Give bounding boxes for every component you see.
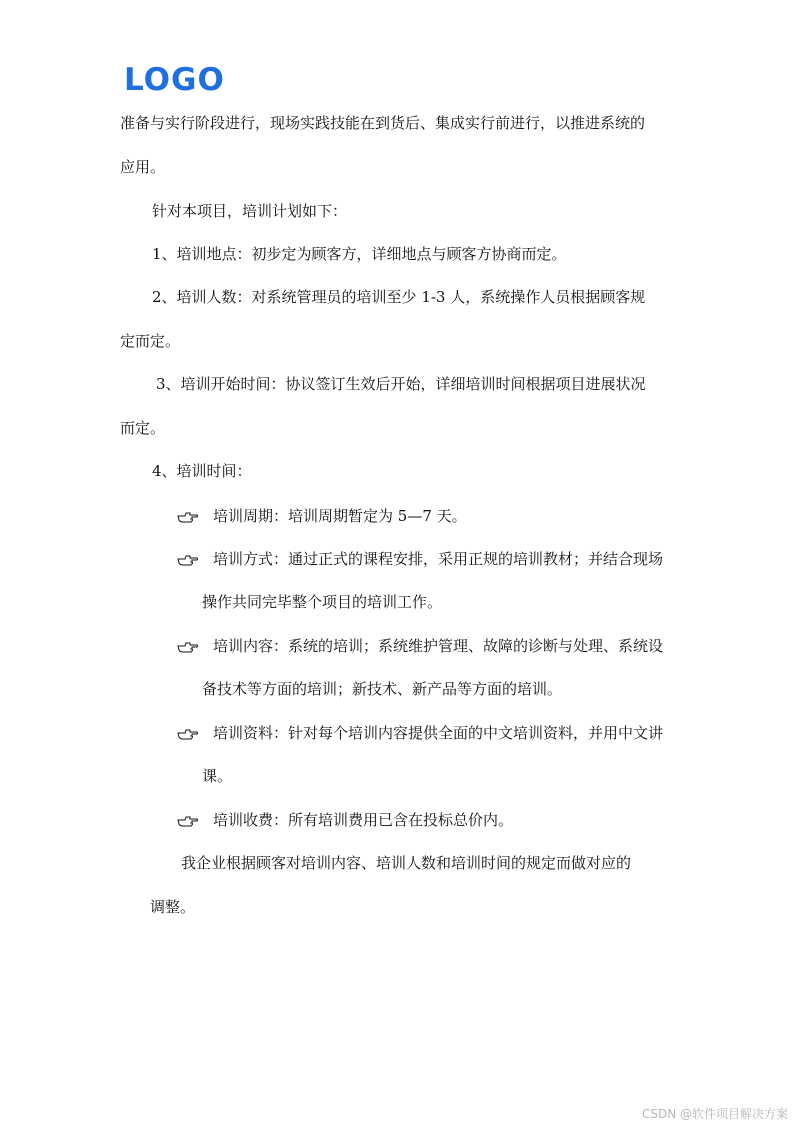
item-4: 4、培训时间： — [152, 462, 252, 480]
item-2-line2: 定而定。 — [120, 332, 181, 350]
pointing-hand-icon — [177, 553, 199, 567]
closing-line1: 我企业根据顾客对培训内容、培训人数和培训时间的规定而做对应的 — [181, 854, 632, 872]
plan-intro: 针对本项目，培训计划如下： — [152, 202, 348, 220]
logo: LOGO — [124, 62, 225, 98]
pointing-hand-icon — [177, 814, 199, 828]
item-2-line1: 2、培训人数：对系统管理员的培训至少 1-3 人，系统操作人员根据顾客规 — [152, 288, 646, 306]
pointing-hand-icon — [177, 510, 199, 524]
para1-line2: 应用。 — [120, 158, 166, 176]
bullet-2-line1: 培训方式：通过正式的课程安排，采用正规的培训教材；并结合现场 — [213, 550, 664, 568]
para1-line1: 准备与实行阶段进行，现场实践技能在到货后、集成实行前进行，以推进系统的 — [120, 114, 646, 132]
item-1: 1、培训地点：初步定为顾客方，详细地点与顾客方协商而定。 — [152, 245, 567, 263]
bullet-4-line2: 课。 — [202, 767, 233, 785]
item-3-line2: 而定。 — [120, 419, 166, 437]
bullet-1: 培训周期：培训周期暂定为 5—7 天。 — [213, 507, 467, 525]
watermark: CSDN @软件项目解决方案 — [641, 1107, 788, 1121]
closing-line2: 调整。 — [150, 898, 196, 916]
item-3-line1: 3、培训开始时间：协议签订生效后开始，详细培训时间根据项目进展状况 — [156, 375, 646, 393]
bullet-3-line2: 备技术等方面的培训；新技术、新产品等方面的培训。 — [202, 680, 563, 698]
bullet-5: 培训收费：所有培训费用已含在投标总价内。 — [213, 811, 514, 829]
pointing-hand-icon — [177, 727, 199, 741]
bullet-4-line1: 培训资料：针对每个培训内容提供全面的中文培训资料，并用中文讲 — [213, 724, 664, 742]
pointing-hand-icon — [177, 640, 199, 654]
bullet-2-line2: 操作共同完毕整个项目的培训工作。 — [202, 593, 443, 611]
bullet-3-line1: 培训内容：系统的培训；系统维护管理、故障的诊断与处理、系统设 — [213, 637, 664, 655]
